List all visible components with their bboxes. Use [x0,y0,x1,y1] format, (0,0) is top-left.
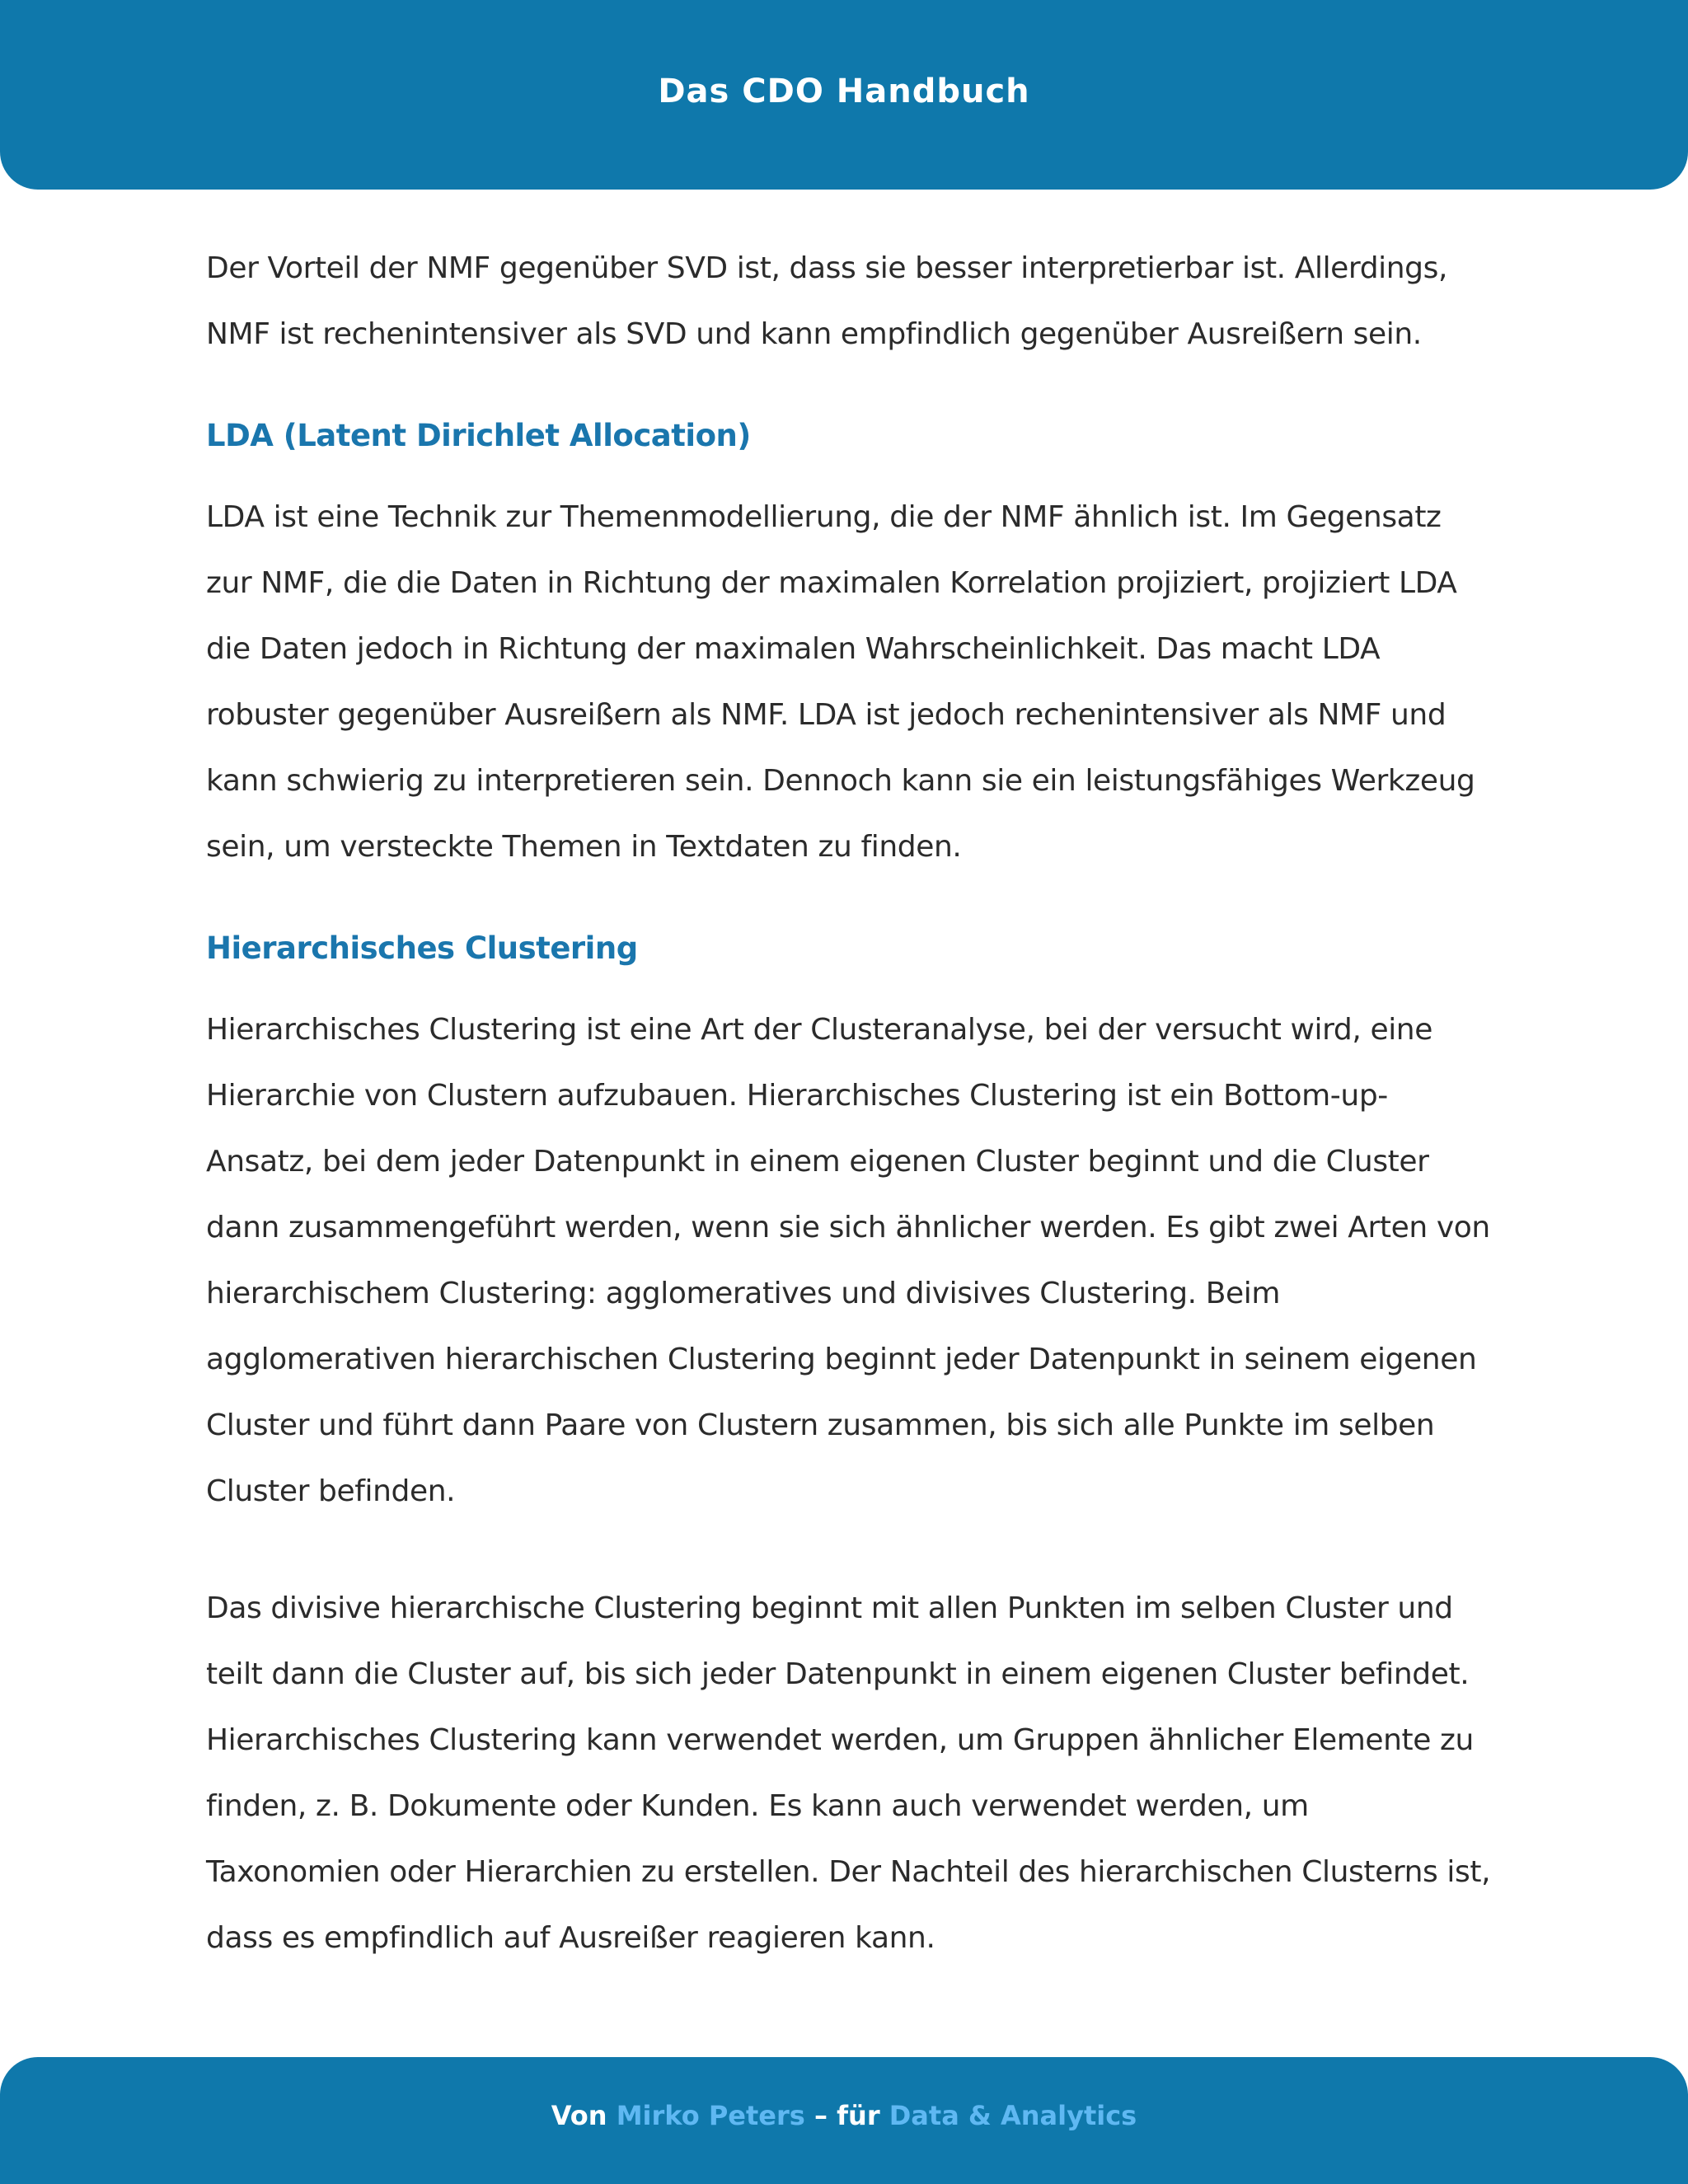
page-header [0,0,1688,190]
footer-separator: – für [804,2100,889,2131]
section-heading-lda: LDA (Latent Dirichlet Allocation) [206,418,751,453]
section-heading-hierarchical-clustering: Hierarchisches Clustering [206,930,638,966]
page-footer [0,2057,1688,2184]
footer-prefix: Von [551,2100,617,2131]
document-title: Das CDO Handbuch [658,73,1030,110]
footer-author: Mirko Peters [616,2100,805,2131]
intro-paragraph: Der Vorteil der NMF gegenüber SVD ist, dass sie besser interpretierbar ist. Allerdings, NMF ist rechenintensiver als SVD und kann empfindlich gegenüber Ausreißern sein. [206,251,1448,351]
hierarchical-clustering-paragraph-1: Hierarchisches Clustering ist eine Art der Clusteranalyse, bei der versucht wird, eine Hierarchie von Clustern aufzubauen. Hierarchisches Clustering ist ein Bottom-up-Ansatz, bei dem jeder Datenpunkt in einem eigenen Cluster beginnt und die Cluster dann zusammengeführt werden, wenn sie sich ähnlicher werden. Es gibt zwei Arten von hierarchischem Clustering: agglomeratives und divisives Clustering. Beim agglomerativen hierarchischen Clustering beginnt jeder Datenpunkt in seinem eigenen Cluster und führt dann Paare von Clustern zusammen, bis sich alle Punkte im selben Cluster befinden. [206,1013,1490,1508]
main-content [206,236,1492,1971]
lda-paragraph: LDA ist eine Technik zur Themenmodellierung, die der NMF ähnlich ist. Im Gegensatz zur NMF, die die Daten in Richtung der maximalen Korrelation projiziert, projiziert LDA die Daten jedoch in Richtung der maximalen Wahrscheinlichkeit. Das macht LDA robuster gegenüber Ausreißern als NMF. LDA ist jedoch rechenintensiver als NMF und kann schwierig zu interpretieren sein. Dennoch kann sie ein leistungsfähiges Werkzeug sein, um versteckte Themen in Textdaten zu finden. [206,500,1475,864]
footer-organization: Data & Analytics [889,2100,1137,2131]
hierarchical-clustering-paragraph-2: Das divisive hierarchische Clustering beginnt mit allen Punkten im selben Cluster und teilt dann die Cluster auf, bis sich jeder Datenpunkt in einem eigenen Cluster befindet. Hierarchisches Clustering kann verwendet werden, um Gruppen ähnlicher Elemente zu finden, z. B. Dokumente oder Kunden. Es kann auch verwendet werden, um Taxonomien oder Hierarchien zu erstellen. Der Nachteil des hierarchischen Clusterns ist, dass es empfindlich auf Ausreißer reagieren kann. [206,1591,1491,1955]
